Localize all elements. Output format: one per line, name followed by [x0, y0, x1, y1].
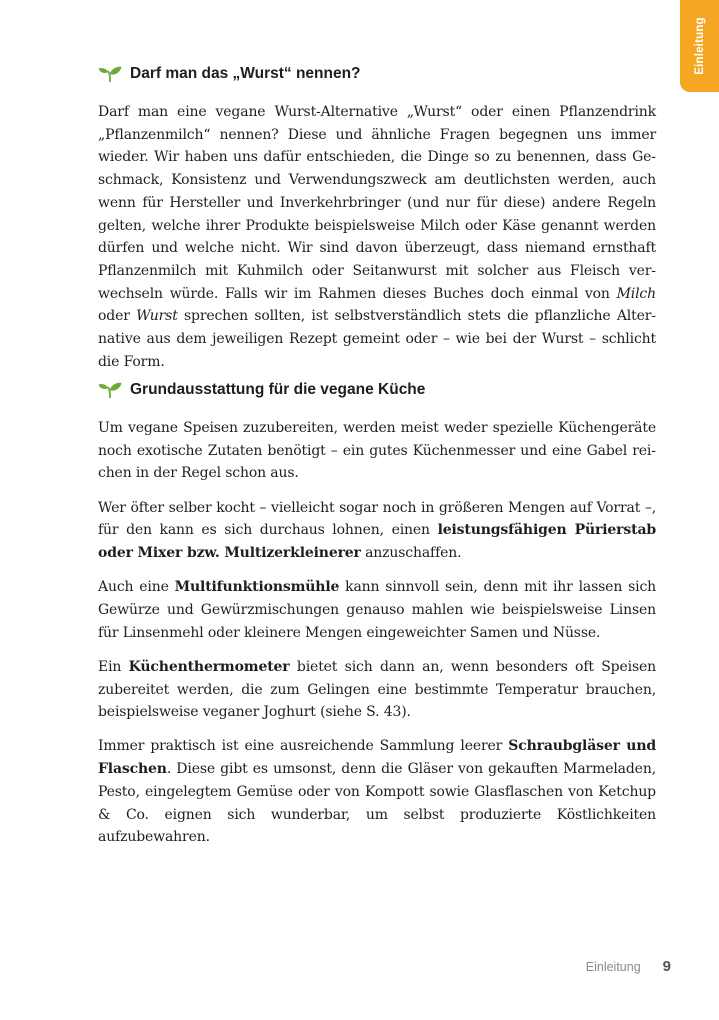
paragraph: Immer praktisch ist eine ausreichende Sammlung leerer Schraubgläser und Flaschen. Diese gibt es umsonst, denn die Gläser von gekauften Marmeladen, Pesto, eingelegtem Gemüse oder von Kompott sowie Glasflaschen von Ketchup & Co. eignen sich wunderbar, um selbst produzierte Köstlichkeiten aufzubewahren.	[98, 738, 656, 846]
section-heading-text: Grundausstattung für die vegane Küche	[130, 381, 426, 398]
sprout-icon	[98, 65, 122, 83]
chapter-side-tab-label: Einleitung	[693, 17, 706, 75]
section-heading	[98, 62, 656, 86]
section-heading-text: Darf man das „Wurst“ nennen?	[130, 65, 361, 82]
paragraph: Ein Küchenthermometer bietet sich dann an, wenn besonders oft Speisen zubereitet werden, die zum Gelingen eine bestimmte Temperatur brauchen, beispielsweise veganer Joghurt (siehe S. 43).	[98, 658, 656, 721]
section-heading	[98, 378, 656, 402]
section-wurst-naming	[98, 62, 656, 373]
page-number: 9	[662, 958, 671, 975]
paragraph: Darf man eine vegane Wurst-Alternative „Wurst“ oder einen Pflanzendrink „Pflanzenmilch“ nennen? Diese und ähnliche Fragen begegnen uns immer wieder. Wir haben uns dafür entschieden, die Dinge so zu benennen, dass Geschmack, Konsistenz und Verwendungszweck am deutlichsten werden, auch wenn für Hersteller und Inverkehrbringer (und nur für diese) andere Regeln gelten, welche ihrer Produkte beispielsweise Milch oder Käse genannt werden dürfen und welche nicht. Wir sind davon überzeugt, dass niemand ernsthaft Pflanzenmilch mit Kuhmilch oder Seitanwurst mit solcher aus Fleisch verwechseln würde. Falls wir im Rahmen dieses Buches doch einmal von Milch oder Wurst sprechen sollten, ist selbstverständlich stets die pflanzliche Alternative aus dem jeweiligen Rezept gemeint oder – wie bei der Wurst – schlicht die Form.	[98, 104, 656, 370]
section-basic-equipment	[98, 378, 656, 849]
paragraph: Um vegane Speisen zuzubereiten, werden meist weder spezielle Küchengeräte noch exotische Zutaten benötigt – ein gutes Küchenmesser und eine Gabel reichen in der Regel schon aus.	[98, 420, 656, 482]
sprout-icon	[98, 381, 122, 399]
footer-section-label: Einleitung	[585, 960, 641, 974]
page-footer	[586, 958, 671, 975]
paragraph: Wer öfter selber kocht – vielleicht sogar noch in größeren Mengen auf Vorrat –, für den kann es sich durchaus lohnen, einen leistungsfähigen Pürierstab oder Mixer bzw. Multizerkleinerer anzuschaffen.	[98, 499, 657, 562]
paragraph: Auch eine Multifunktionsmühle kann sinnvoll sein, denn mit ihr lassen sich Gewürze und Gewürzmischungen genauso mahlen wie beispielsweise Linsen für Linsenmehl oder kleinere Mengen eingeweichter Samen und Nüsse.	[98, 579, 657, 641]
chapter-side-tab	[680, 0, 719, 92]
